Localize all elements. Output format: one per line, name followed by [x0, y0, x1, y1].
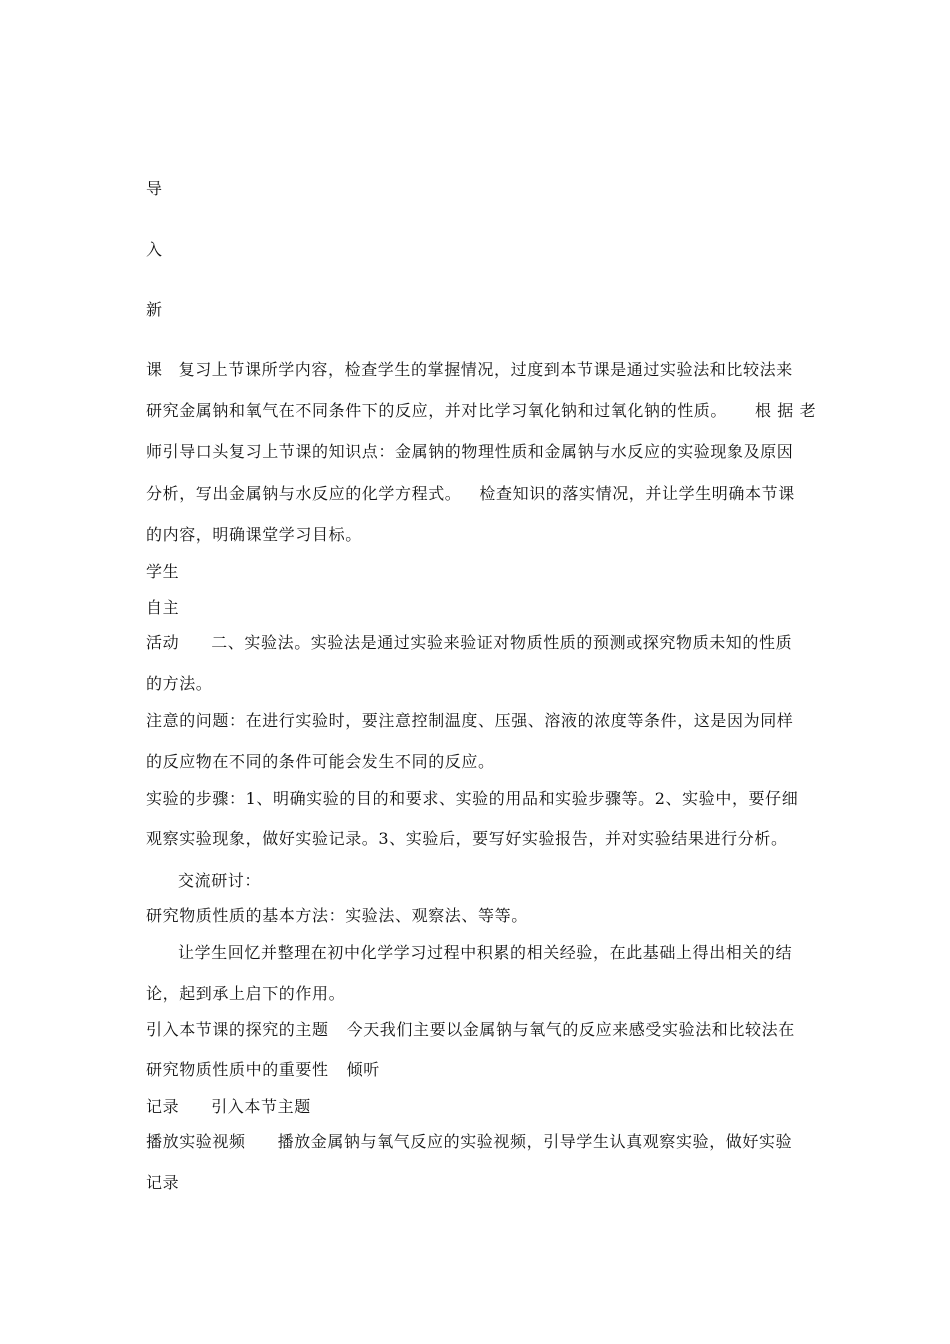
left-label-huodong: 活动 — [146, 633, 180, 652]
paragraph2-line7: 交流研讨： — [178, 871, 262, 890]
paragraph3-line3b: 引入本节主题 — [211, 1097, 311, 1116]
text-line — [146, 633, 810, 653]
left-label-xin: 新 — [146, 300, 163, 319]
paragraph1-line1: 复习上节课所学内容，检查学生的掌握情况，过度到本节课是通过实验法和比较法来 — [178, 360, 793, 379]
paragraph2-line5: 实验的步骤：1、明确实验的目的和要求、实验的用品和实验步骤等。2、实验中，要仔细 — [146, 789, 799, 808]
paragraph2-line10: 论，起到承上启下的作用。 — [146, 984, 346, 1003]
text-line — [146, 1060, 810, 1080]
text-line — [146, 484, 810, 504]
paragraph1-line5: 的内容，明确课堂学习目标。 — [146, 525, 362, 544]
left-label-xuesheng: 学生 — [146, 562, 180, 581]
paragraph3-line1b: 今天我们主要以金属钠与氧气的反应来感受实验法和比较法在 — [346, 1020, 795, 1039]
paragraph1-line4a: 分析，写出金属钠与水反应的化学方程式。 — [146, 484, 462, 503]
paragraph3-line2b: 倾听 — [346, 1060, 380, 1079]
paragraph3-line3a: 记录 — [146, 1097, 180, 1116]
paragraph2-line2: 的方法。 — [146, 674, 213, 693]
text-line — [146, 1132, 810, 1152]
paragraph3-line5: 记录 — [146, 1173, 180, 1192]
paragraph3-line4b: 播放金属钠与氧气反应的实验视频，引导学生认真观察实验，做好实验 — [277, 1132, 793, 1151]
left-label-ru: 入 — [146, 240, 163, 259]
paragraph1-line2-tail: 根 据 老 — [755, 401, 817, 420]
paragraph2-line6: 观察实验现象，做好实验记录。3、实验后，要写好实验报告，并对实验结果进行分析。 — [146, 829, 788, 848]
paragraph1-line4b: 检查知识的落实情况，并让学生明确本节课 — [479, 484, 795, 503]
paragraph3-line4a: 播放实验视频 — [146, 1132, 246, 1151]
paragraph1-line3: 师引导口头复习上节课的知识点：金属钠的物理性质和金属钠与水反应的实验现象及原因 — [146, 442, 794, 461]
paragraph2-line3: 注意的问题：在进行实验时，要注意控制温度、压强、溶液的浓度等条件，这是因为同样 — [146, 711, 794, 730]
text-line — [146, 360, 810, 380]
left-label-dao: 导 — [146, 179, 163, 198]
paragraph2-line1: 二、实验法。实验法是通过实验来验证对物质性质的预测或探究物质未知的性质 — [211, 633, 793, 652]
paragraph1-line2: 研究金属钠和氧气在不同条件下的反应，并对比学习氧化钠和过氧化钠的性质。 — [146, 401, 728, 420]
paragraph2-line9: 让学生回忆并整理在初中化学学习过程中积累的相关经验，在此基础上得出相关的结 — [178, 943, 793, 962]
paragraph2-line8: 研究物质性质的基本方法：实验法、观察法、等等。 — [146, 906, 528, 925]
text-line — [146, 1097, 810, 1117]
paragraph3-line1a: 引入本节课的探究的主题 — [146, 1020, 329, 1039]
text-line — [146, 1020, 810, 1040]
left-label-zizhu: 自主 — [146, 598, 180, 617]
paragraph3-line2a: 研究物质性质中的重要性 — [146, 1060, 329, 1079]
text-line — [146, 401, 817, 421]
paragraph2-line4: 的反应物在不同的条件可能会发生不同的反应。 — [146, 752, 495, 771]
left-label-ke: 课 — [146, 360, 163, 379]
